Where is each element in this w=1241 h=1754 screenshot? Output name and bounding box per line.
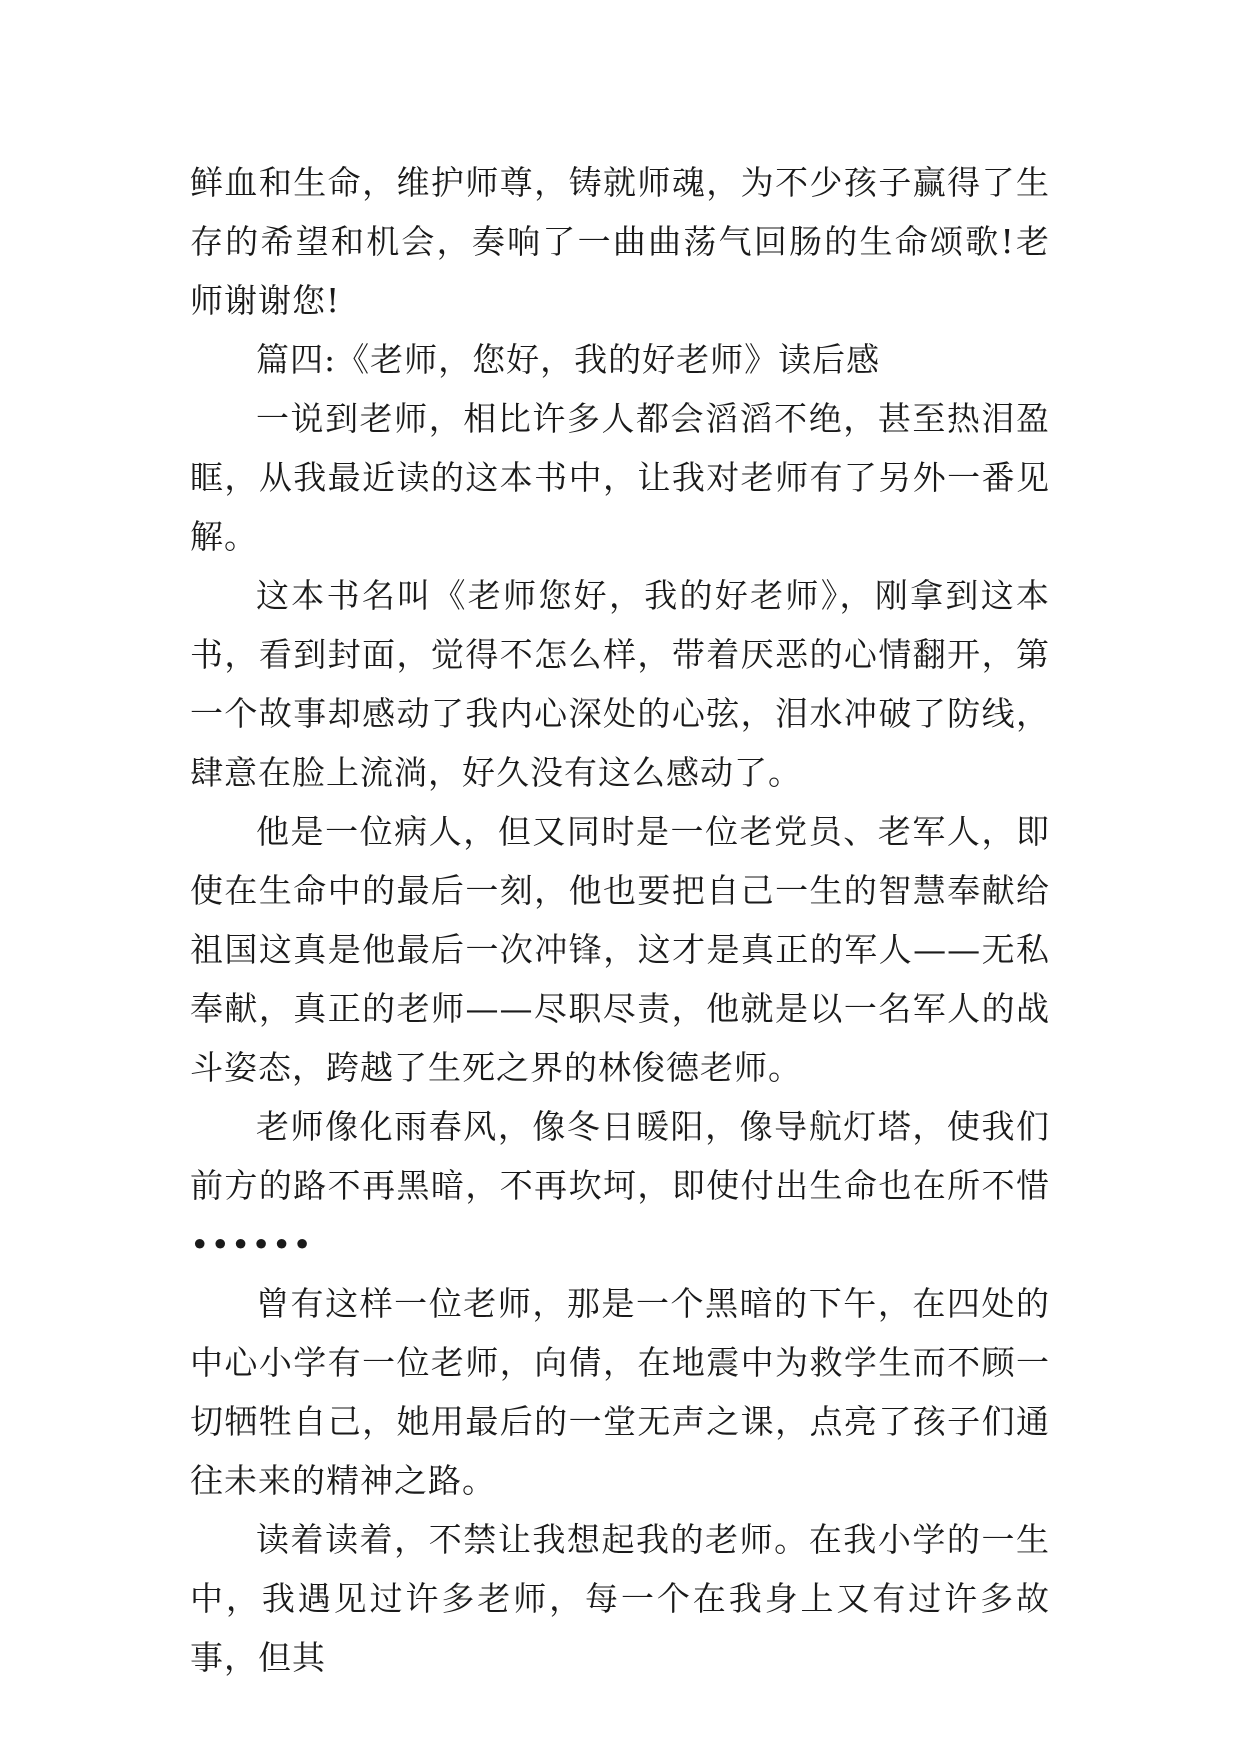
paragraph-continuation: 鲜血和生命，维护师尊，铸就师魂，为不少孩子赢得了生存的希望和机会，奏响了一曲曲荡气回肠的生命颂歌!老师谢谢您! [190,163,1050,320]
section-heading: 篇四:《老师，您好，我的好老师》读后感 [256,340,881,379]
paragraph: 读着读着，不禁让我想起我的老师。在我小学的一生中，我遇见过许多老师，每一个在我身上又有过许多故事，但其 [190,1520,1050,1677]
paragraph: 一说到老师，相比许多人都会滔滔不绝，甚至热泪盈眶，从我最近读的这本书中，让我对老师有了另外一番见解。 [190,399,1050,556]
paragraph: 他是一位病人，但又同时是一位老党员、老军人，即使在生命中的最后一刻，他也要把自己一生的智慧奉献给祖国这真是他最后一次冲锋，这才是真正的军人——无私奉献，真正的老师——尽职尽责，他就是以一名军人的战斗姿态，跨越了生死之界的林俊德老师。 [190,812,1050,1087]
document-body [190,153,1050,1687]
paragraph: 曾有这样一位老师，那是一个黑暗的下午，在四处的中心小学有一位老师，向倩，在地震中为救学生而不顾一切牺牲自己，她用最后的一堂无声之课，点亮了孩子们通往未来的精神之路。 [190,1284,1050,1500]
paragraph: 老师像化雨春风，像冬日暖阳，像导航灯塔，使我们前方的路不再黑暗，不再坎坷，即使付出生命也在所不惜•••••• [190,1107,1050,1264]
paragraph: 这本书名叫《老师您好，我的好老师》，刚拿到这本书，看到封面，觉得不怎么样，带着厌恶的心情翻开，第一个故事却感动了我内心深处的心弦，泪水冲破了防线，肆意在脸上流淌，好久没有这么感动了。 [190,576,1050,792]
